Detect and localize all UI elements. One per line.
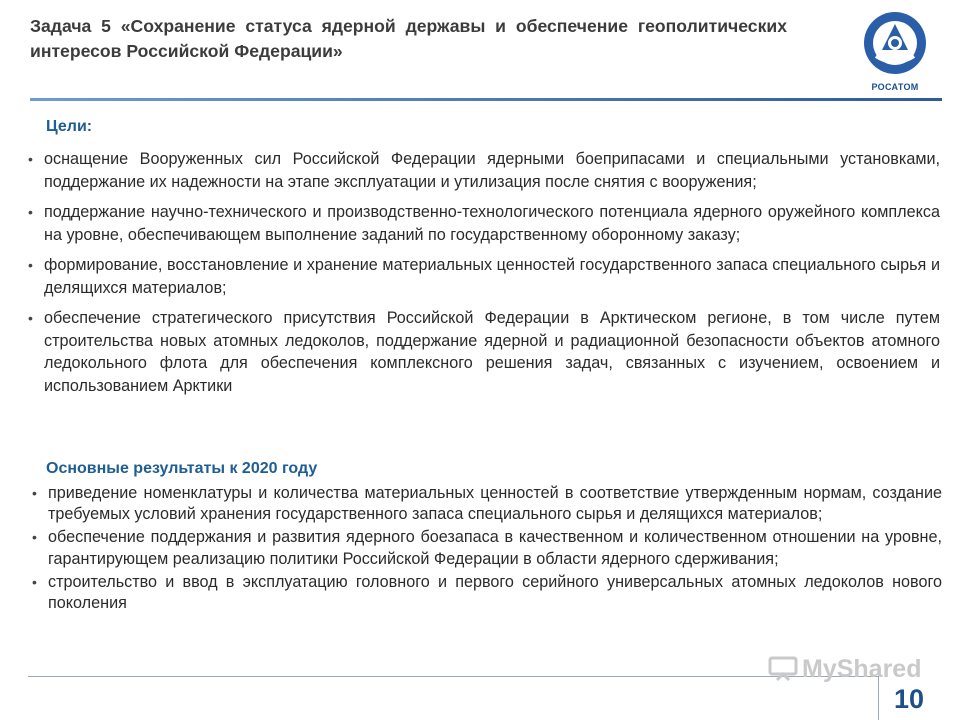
list-item: • поддержание научно-технического и производственно-технологического потенциала ядерного оружейного комплекса на уровне, обеспечивающем выполнение заданий по государственному оборонному заказу; (26, 201, 940, 246)
list-item: • оснащение Вооруженных сил Российской Федерации ядерными боеприпасами и специальными установками, поддержание их надежности на этапе эксплуатации и утилизация после снятия с вооружения; (26, 148, 940, 193)
header-divider (30, 98, 942, 101)
rosatom-emblem-icon (862, 10, 928, 76)
list-item: • формирование, восстановление и хранение материальных ценностей государственного запаса специального сырья и делящихся материалов; (26, 254, 940, 299)
rosatom-logo (850, 10, 940, 98)
page-number-box (878, 676, 939, 720)
page-number: 10 (893, 684, 925, 714)
list-item: • приведение номенклатуры и количества материальных ценностей в соответствие утвержденным нормам, создание требуемых условий хранения государственного запаса специального сырья и делящихся материалов; (30, 483, 942, 525)
presentation-icon (768, 656, 798, 682)
list-item: • обеспечение стратегического присутствия Российской Федерации в Арктическом регионе, в том числе путем строительства новых атомных ледоколов, поддержание ядерной и радиационной безопасности объектов атомного ледокольного флота для обеспечения комплексного решения задач, связанных с изучением, освоением и использованием Арктики (26, 307, 940, 397)
slide-title: Задача 5 «Сохранение статуса ядерной державы и обеспечение геополитических интересов Российской Федерации» (30, 16, 787, 61)
logo-text: РОСАТОМ (871, 82, 919, 92)
goals-heading: Цели: (46, 118, 93, 135)
list-item: • обеспечение поддержания и развития ядерного боезапаса в качественном и количественном отношении на уровне, гарантирующем реализацию политики Российской Федерации в области ядерного сдерживания; (30, 527, 942, 569)
watermark-text: MyShared (802, 654, 922, 683)
results-heading: Основные результаты к 2020 году (46, 460, 318, 477)
footer-divider (28, 676, 878, 677)
goals-list (26, 148, 940, 405)
list-item: • строительство и ввод в эксплуатацию головного и первого серийного универсальных атомных ледоколов нового поколения (30, 572, 942, 614)
results-list (30, 483, 942, 616)
